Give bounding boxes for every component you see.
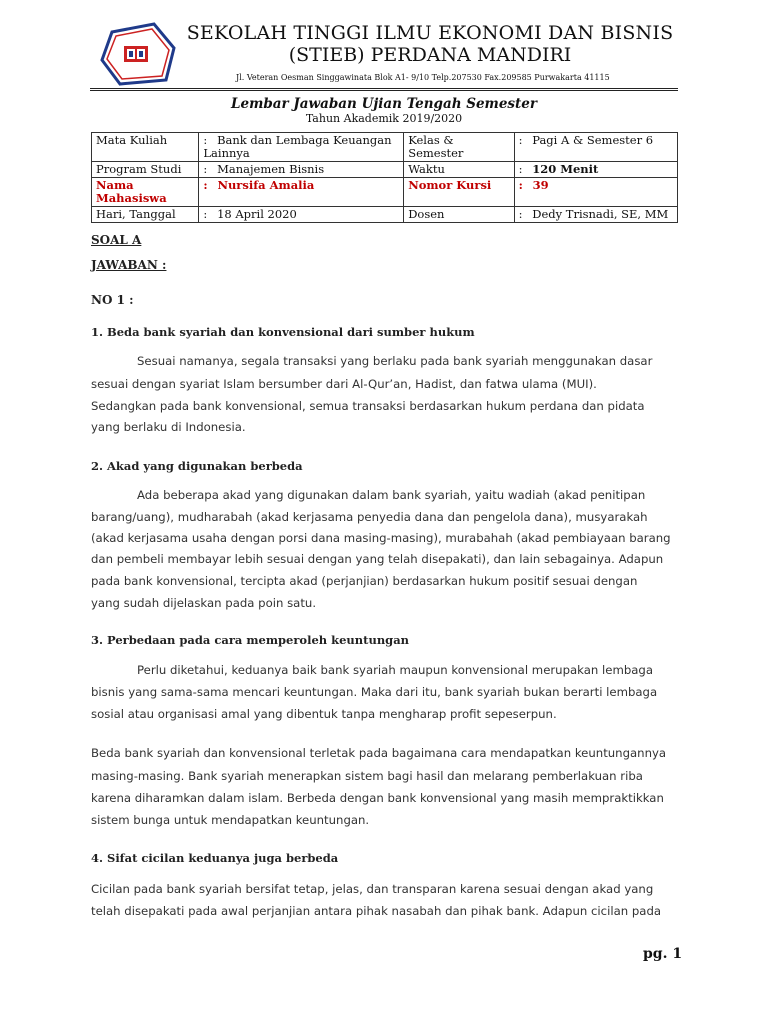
paragraph-line: masing-masing. Bank syariah menerapkan sistem bagi hasil dan melarang pemberlakuan riba (91, 769, 643, 783)
paragraph-line: barang/uang), mudharabah (akad kerjasama penyedia dana dan pengelola dana), musyarakah (91, 510, 648, 524)
paragraph-line: bisnis yang sama-sama mencari keuntungan. Maka dari itu, bank syariah bukan berarti lembaga (91, 685, 658, 699)
sheet-title: Lembar Jawaban Ujian Tengah Semester (231, 96, 537, 112)
paragraph-line: Sedangkan pada bank konvensional, semua transaksi berdasarkan hukum perdana dan pidata (91, 399, 645, 413)
header-rule-double (90, 90, 678, 91)
paragraph-line: pada bank konvensional, tercipta akad (perjanjian) berdasarkan hukum positif sesuai dengan (91, 574, 638, 588)
header-rule (90, 88, 678, 89)
dosen-label: Dosen (404, 207, 514, 223)
dosen-value: : Dedy Trisnadi, SE, MM (514, 207, 677, 223)
institution-name-line2: (STIEB) PERDANA MANDIRI (288, 44, 572, 66)
paragraph-line: (akad kerjasama usaha dengan porsi dana masing-masing), murabahah (akad pembiayaan barang (91, 531, 671, 545)
tanggal-label: Hari, Tanggal (92, 207, 199, 223)
table-row (92, 162, 678, 178)
page-number: pg. 1 (643, 946, 683, 962)
table-row (92, 178, 678, 207)
table-row (92, 207, 678, 223)
paragraph-line: dan pembeli membayar lebih sesuai dengan yang telah disepakati), dan lain sebagainya. Adapun (91, 552, 664, 566)
jawaban-heading: JAWABAN : (91, 258, 167, 272)
paragraph-line: telah disepakati pada awal perjanjian antara pihak nasabah dan pihak bank. Adapun cicilan pada (91, 904, 662, 918)
kursi-label: Nomor Kursi (404, 178, 514, 207)
institution-address: Jl. Veteran Oesman Singgawinata Blok A1- 9/10 Telp.207530 Fax.209585 Purwakarta 41115 (236, 73, 610, 82)
paragraph-line: karena diharamkan dalam islam. Berbeda dengan bank konvensional yang masih mempraktikkan (91, 791, 664, 805)
section-heading-4: 4. Sifat cicilan keduanya juga berbeda (91, 851, 339, 865)
paragraph-line: Ada beberapa akad yang digunakan dalam bank syariah, yaitu wadiah (akad penitipan (137, 488, 646, 502)
waktu-label: Waktu (404, 162, 514, 178)
nama-value: : Nursifa Amalia (199, 178, 404, 207)
institution-logo (98, 22, 178, 86)
exam-info-table (91, 132, 678, 223)
waktu-value: : 120 Menit (514, 162, 677, 178)
academic-year: Tahun Akademik 2019/2020 (305, 112, 463, 125)
paragraph-line: yang berlaku di Indonesia. (91, 420, 246, 434)
mata-kuliah-label: Mata Kuliah (92, 133, 199, 162)
prodi-label: Program Studi (92, 162, 199, 178)
section-heading-3: 3. Perbedaan pada cara memperoleh keuntungan (91, 633, 410, 647)
paragraph-line: sosial atau organisasi amal yang dibentuk tanpa mengharap profit sepeserpun. (91, 707, 557, 721)
prodi-value: : Manajemen Bisnis (199, 162, 404, 178)
paragraph-line: Beda bank syariah dan konvensional terletak pada bagaimana cara mendapatkan keuntungannya (91, 746, 667, 760)
question-number: NO 1 : (91, 293, 134, 307)
paragraph-line: yang sudah dijelaskan pada poin satu. (91, 596, 317, 610)
section-heading-1: 1. Beda bank syariah dan konvensional dari sumber hukum (91, 325, 475, 339)
table-row (92, 133, 678, 162)
tanggal-value: : 18 April 2020 (199, 207, 404, 223)
kelas-value: : Pagi A & Semester 6 (514, 133, 677, 162)
mata-kuliah-value: : Bank dan Lembaga Keuangan Lainnya (199, 133, 404, 162)
paragraph-line: sistem bunga untuk mendapatkan keuntungan. (91, 813, 370, 827)
paragraph-line: Cicilan pada bank syariah bersifat tetap, jelas, dan transparan karena sesuai dengan akad yang (91, 882, 654, 896)
paragraph-line: Sesuai namanya, segala transaksi yang berlaku pada bank syariah menggunakan dasar (137, 354, 653, 368)
paragraph-line: Perlu diketahui, keduanya baik bank syariah maupun konvensional merupakan lembaga (137, 663, 654, 677)
institution-name-line1: SEKOLAH TINGGI ILMU EKONOMI DAN BISNIS (186, 22, 674, 44)
soal-heading: SOAL A (91, 233, 142, 247)
paragraph-line: sesuai dengan syariat Islam bersumber dari Al-Qur’an, Hadist, dan fatwa ulama (MUI). (91, 377, 597, 391)
nama-label: Nama Mahasiswa (92, 178, 199, 207)
section-heading-2: 2. Akad yang digunakan berbeda (91, 459, 303, 473)
kelas-label: Kelas & Semester (404, 133, 514, 162)
kursi-value: : 39 (514, 178, 677, 207)
